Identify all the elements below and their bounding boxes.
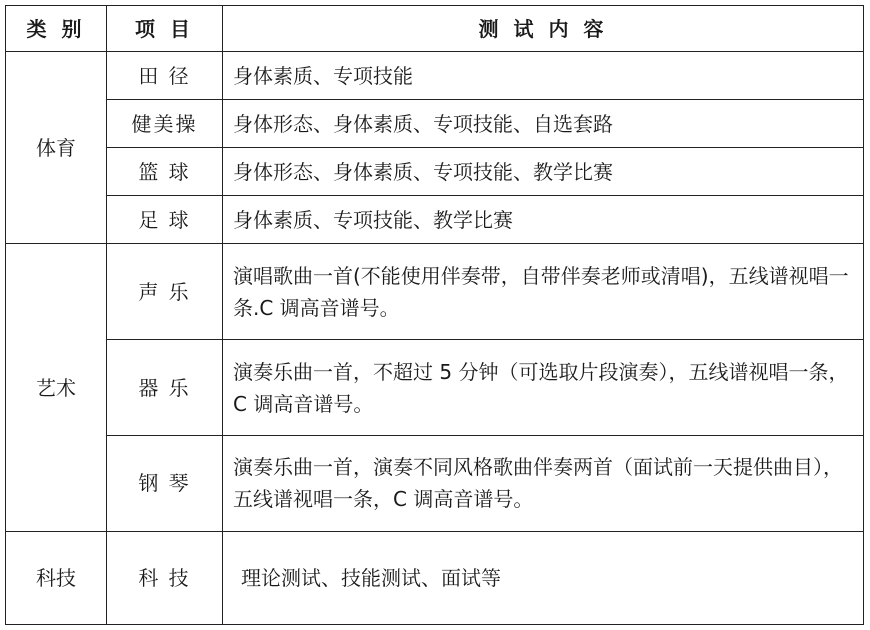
table-row — [6, 52, 864, 100]
test-content-table — [5, 5, 864, 625]
table-row — [6, 340, 864, 435]
content-cell: 身体形态、身体素质、专项技能、教学比赛 — [223, 148, 864, 196]
item-cell: 科 技 — [107, 531, 223, 624]
content-cell: 身体素质、专项技能、教学比赛 — [223, 196, 864, 244]
content-cell: 演奏乐曲一首，不超过 5 分钟（可选取片段演奏），五线谱视唱一条，C 调高音谱号。 — [223, 340, 864, 435]
header-row — [6, 6, 864, 52]
item-cell: 篮 球 — [107, 148, 223, 196]
header-content: 测 试 内 容 — [223, 6, 864, 52]
header-category: 类 别 — [6, 6, 107, 52]
item-cell: 田 径 — [107, 52, 223, 100]
item-cell: 钢 琴 — [107, 435, 223, 531]
content-cell: 理论测试、技能测试、面试等 — [223, 531, 864, 624]
table-row — [6, 148, 864, 196]
category-cell-tech: 科技 — [6, 531, 107, 624]
item-cell: 器 乐 — [107, 340, 223, 435]
item-cell: 声 乐 — [107, 244, 223, 340]
content-cell: 演唱歌曲一首(不能使用伴奏带，自带伴奏老师或清唱)，五线谱视唱一条.C 调高音谱号。 — [223, 244, 864, 340]
table-row — [6, 435, 864, 531]
category-cell-sports: 体育 — [6, 52, 107, 244]
table-row — [6, 531, 864, 624]
header-item: 项 目 — [107, 6, 223, 52]
table-row — [6, 196, 864, 244]
table-row — [6, 244, 864, 340]
content-cell: 演奏乐曲一首，演奏不同风格歌曲伴奏两首（面试前一天提供曲目），五线谱视唱一条，C 调高音谱号。 — [223, 435, 864, 531]
content-cell: 身体形态、身体素质、专项技能、自选套路 — [223, 100, 864, 148]
item-cell: 足 球 — [107, 196, 223, 244]
item-cell: 健美操 — [107, 100, 223, 148]
category-cell-arts: 艺术 — [6, 244, 107, 531]
table-row — [6, 100, 864, 148]
content-cell: 身体素质、专项技能 — [223, 52, 864, 100]
